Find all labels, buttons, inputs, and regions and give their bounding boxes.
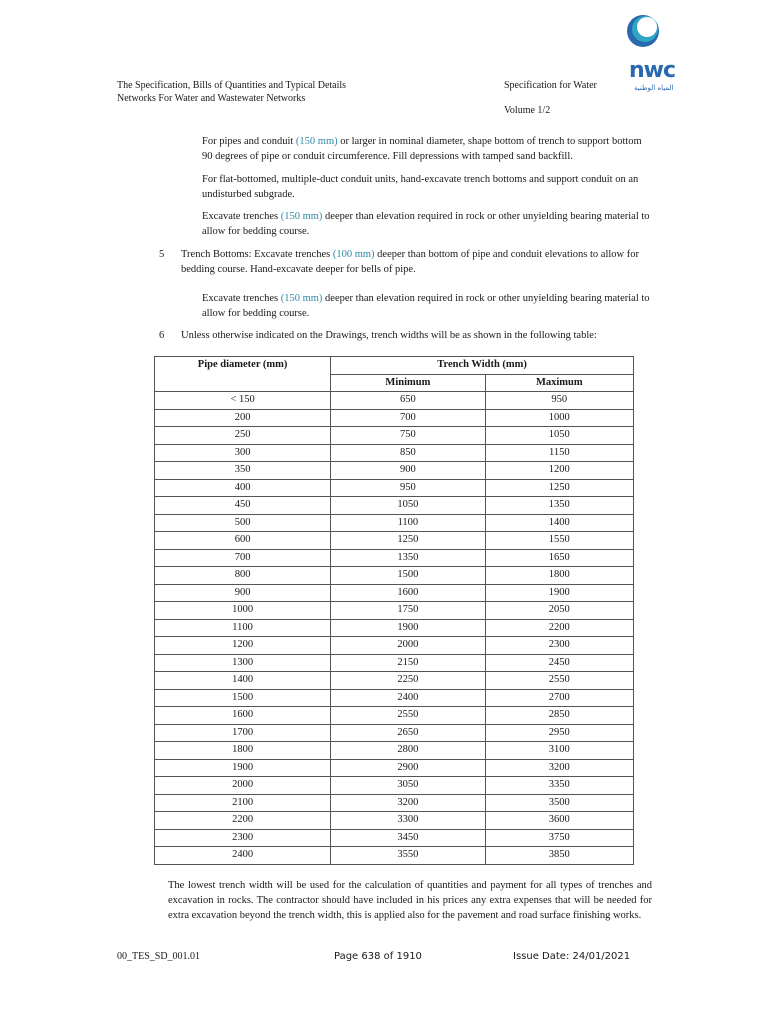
cell-pipe-diameter: 1800 xyxy=(155,742,331,760)
cell-pipe-diameter: 1900 xyxy=(155,759,331,777)
cell-pipe-diameter: 1600 xyxy=(155,707,331,725)
cell-maximum: 2950 xyxy=(485,724,633,742)
cell-minimum: 1600 xyxy=(331,584,485,602)
cell-minimum: 2650 xyxy=(331,724,485,742)
cell-pipe-diameter: 350 xyxy=(155,462,331,480)
cell-maximum: 1250 xyxy=(485,479,633,497)
cell-maximum: 1350 xyxy=(485,497,633,515)
cell-maximum: 3100 xyxy=(485,742,633,760)
cell-maximum: 3350 xyxy=(485,777,633,795)
table-row xyxy=(155,637,634,655)
cell-pipe-diameter: 1000 xyxy=(155,602,331,620)
cell-pipe-diameter: 450 xyxy=(155,497,331,515)
cell-maximum: 3500 xyxy=(485,794,633,812)
cell-maximum: 1000 xyxy=(485,409,633,427)
table-row xyxy=(155,584,634,602)
cell-minimum: 3200 xyxy=(331,794,485,812)
cell-pipe-diameter: 250 xyxy=(155,427,331,445)
cell-maximum: 3200 xyxy=(485,759,633,777)
table-row xyxy=(155,654,634,672)
paragraph-trench-widths: Unless otherwise indicated on the Drawings, trench widths will be as shown in the following table: xyxy=(181,330,597,341)
cell-maximum: 1200 xyxy=(485,462,633,480)
table-row xyxy=(155,549,634,567)
header-title-line-1: The Specification, Bills of Quantities and Typical Details xyxy=(117,80,347,91)
cell-maximum: 3600 xyxy=(485,812,633,830)
nwc-logo-arabic: المياه الوطنية xyxy=(634,84,674,92)
cell-minimum: 3550 xyxy=(331,847,485,865)
cell-minimum: 1750 xyxy=(331,602,485,620)
cell-minimum: 3050 xyxy=(331,777,485,795)
table-row xyxy=(155,602,634,620)
table-row xyxy=(155,462,634,480)
cell-maximum: 950 xyxy=(485,392,633,410)
nwc-logo-icon xyxy=(626,14,660,48)
table-row xyxy=(155,479,634,497)
header-document-title xyxy=(117,79,346,105)
cell-minimum: 1250 xyxy=(331,532,485,550)
cell-maximum: 1050 xyxy=(485,427,633,445)
header-trench-width: Trench Width (mm) xyxy=(331,357,634,375)
cell-minimum: 1050 xyxy=(331,497,485,515)
cell-maximum: 1800 xyxy=(485,567,633,585)
cell-minimum: 2250 xyxy=(331,672,485,690)
cell-minimum: 2000 xyxy=(331,637,485,655)
cell-minimum: 1900 xyxy=(331,619,485,637)
table-body xyxy=(155,392,634,865)
table-row xyxy=(155,759,634,777)
cell-maximum: 2450 xyxy=(485,654,633,672)
cell-pipe-diameter: 1300 xyxy=(155,654,331,672)
table-row xyxy=(155,742,634,760)
footer-issue-date: Issue Date: 24/01/2021 xyxy=(513,951,631,962)
table-row xyxy=(155,532,634,550)
cell-pipe-diameter: 1700 xyxy=(155,724,331,742)
cell-minimum: 700 xyxy=(331,409,485,427)
table-row xyxy=(155,409,634,427)
header-spec-title: Specification for Water xyxy=(504,80,597,91)
cell-minimum: 650 xyxy=(331,392,485,410)
cell-minimum: 3300 xyxy=(331,812,485,830)
cell-maximum: 1900 xyxy=(485,584,633,602)
cell-pipe-diameter: 1200 xyxy=(155,637,331,655)
table-row xyxy=(155,392,634,410)
cell-minimum: 3450 xyxy=(331,829,485,847)
cell-minimum: 2800 xyxy=(331,742,485,760)
cell-minimum: 1100 xyxy=(331,514,485,532)
cell-pipe-diameter: 2000 xyxy=(155,777,331,795)
cell-maximum: 3850 xyxy=(485,847,633,865)
table-row xyxy=(155,777,634,795)
cell-maximum: 2850 xyxy=(485,707,633,725)
cell-minimum: 2900 xyxy=(331,759,485,777)
cell-pipe-diameter: 300 xyxy=(155,444,331,462)
table-row xyxy=(155,689,634,707)
trench-width-table xyxy=(154,356,634,865)
table-row xyxy=(155,497,634,515)
table-row xyxy=(155,707,634,725)
list-number-6: 6 xyxy=(159,330,165,341)
table-row xyxy=(155,444,634,462)
cell-minimum: 2550 xyxy=(331,707,485,725)
cell-pipe-diameter: 700 xyxy=(155,549,331,567)
cell-maximum: 2200 xyxy=(485,619,633,637)
cell-maximum: 2550 xyxy=(485,672,633,690)
header-pipe-diameter: Pipe diameter (mm) xyxy=(155,357,331,392)
cell-pipe-diameter: 800 xyxy=(155,567,331,585)
cell-minimum: 2150 xyxy=(331,654,485,672)
table-row xyxy=(155,427,634,445)
footer-document-code: 00_TES_SD_001.01 xyxy=(117,951,201,962)
cell-minimum: 2400 xyxy=(331,689,485,707)
table-row xyxy=(155,619,634,637)
cell-maximum: 1150 xyxy=(485,444,633,462)
cell-pipe-diameter: 2400 xyxy=(155,847,331,865)
cell-maximum: 1550 xyxy=(485,532,633,550)
cell-pipe-diameter: 2200 xyxy=(155,812,331,830)
cell-minimum: 1500 xyxy=(331,567,485,585)
cell-pipe-diameter: 2100 xyxy=(155,794,331,812)
cell-minimum: 900 xyxy=(331,462,485,480)
nwc-logo-text: nwc xyxy=(629,58,676,83)
cell-minimum: 1350 xyxy=(331,549,485,567)
paragraph-excavate-rock-1: Excavate trenches (150 mm) deeper than elevation required in rock or other unyielding bearing material to allow for bedding course. xyxy=(202,211,650,237)
table-row xyxy=(155,812,634,830)
cell-maximum: 2050 xyxy=(485,602,633,620)
paragraph-excavate-rock-2: Excavate trenches (150 mm) deeper than elevation required in rock or other unyielding bearing material to allow for bedding course. xyxy=(202,293,650,319)
table-row xyxy=(155,514,634,532)
cell-minimum: 950 xyxy=(331,479,485,497)
table-row xyxy=(155,847,634,865)
cell-pipe-diameter: 1400 xyxy=(155,672,331,690)
cell-maximum: 1400 xyxy=(485,514,633,532)
list-number-5: 5 xyxy=(159,249,165,260)
cell-pipe-diameter: < 150 xyxy=(155,392,331,410)
header-volume: Volume 1/2 xyxy=(504,105,551,116)
cell-maximum: 2700 xyxy=(485,689,633,707)
table-row xyxy=(155,794,634,812)
paragraph-lowest-trench-width: The lowest trench width will be used for the calculation of quantities and payment for all types of trenches and excavation in rocks. The contractor should have included in his prices any extra expenses that will be needed for extra excavation beyond the trench width, this is applied also for the pavement and road surface finishing works. xyxy=(168,880,652,921)
cell-maximum: 1650 xyxy=(485,549,633,567)
header-minimum: Minimum xyxy=(331,374,485,392)
table-row xyxy=(155,567,634,585)
cell-pipe-diameter: 600 xyxy=(155,532,331,550)
paragraph-pipes-conduit: For pipes and conduit (150 mm) or larger in nominal diameter, shape bottom of trench to support bottom 90 degrees of pipe or conduit circumference. Fill depressions with tamped sand backfill. xyxy=(202,136,642,162)
paragraph-trench-bottoms: Trench Bottoms: Excavate trenches (100 mm) deeper than bottom of pipe and conduit elevations to allow for bedding course. Hand-excavate deeper for bells of pipe. xyxy=(181,249,639,275)
cell-pipe-diameter: 500 xyxy=(155,514,331,532)
table-row xyxy=(155,672,634,690)
cell-minimum: 750 xyxy=(331,427,485,445)
cell-pipe-diameter: 400 xyxy=(155,479,331,497)
cell-pipe-diameter: 900 xyxy=(155,584,331,602)
footer-page-number: Page 638 of 1910 xyxy=(334,951,422,962)
table-row xyxy=(155,724,634,742)
paragraph-flat-bottomed: For flat-bottomed, multiple-duct conduit units, hand-excavate trench bottoms and support conduit on an undisturbed subgrade. xyxy=(202,174,639,200)
header-title-line-2: Networks For Water and Wastewater Networks xyxy=(117,93,306,104)
cell-maximum: 2300 xyxy=(485,637,633,655)
cell-minimum: 850 xyxy=(331,444,485,462)
cell-maximum: 3750 xyxy=(485,829,633,847)
cell-pipe-diameter: 1100 xyxy=(155,619,331,637)
cell-pipe-diameter: 1500 xyxy=(155,689,331,707)
table-row xyxy=(155,829,634,847)
cell-pipe-diameter: 2300 xyxy=(155,829,331,847)
cell-pipe-diameter: 200 xyxy=(155,409,331,427)
header-maximum: Maximum xyxy=(485,374,633,392)
